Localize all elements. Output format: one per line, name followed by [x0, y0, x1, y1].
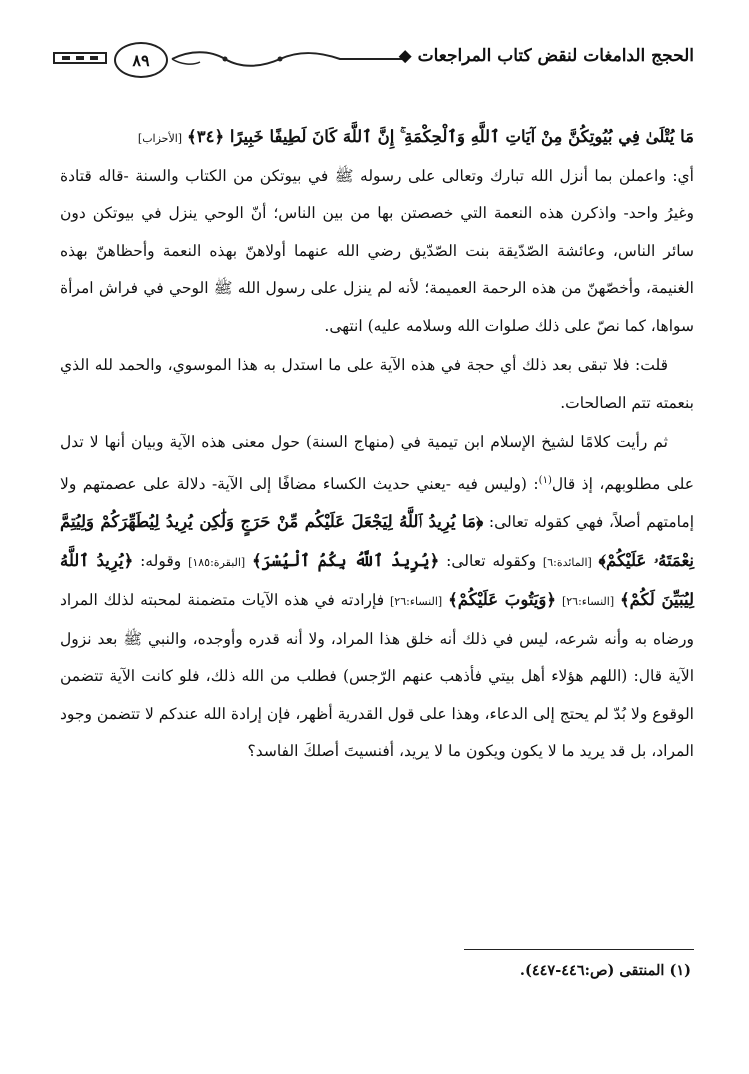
page-header — [52, 38, 694, 82]
quran-verse-nisa-2: ﴿وَيَتُوبَ عَلَيْكُمْ﴾ — [448, 590, 557, 610]
quran-verse-baqarah: ﴿يُرِيدُ ٱللَّهُ بِكُمُ ٱلْيُسْرَ﴾ — [252, 550, 440, 570]
verse-reference-nisa-2: [النساء:٢٦] — [390, 595, 443, 609]
header-title — [399, 46, 694, 66]
footnote: (١) المنتقى (ص:٤٤٦-٤٤٧). — [519, 962, 691, 979]
header-ornament-swirl — [170, 48, 410, 70]
verse-reference-maidah: [المائدة:٦] — [542, 555, 592, 569]
quote-connector-2: وقوله: — [133, 551, 189, 570]
verse-reference-baqarah: [البقرة:١٨٥] — [188, 555, 246, 569]
quote-text: : (وليس فيه -يعني حديث الكساء مضافًا إلى الآية- دلالة على عصمتهم ولا إمامتهم أصلاً، فهي كقوله تعالى: — [60, 474, 694, 532]
quote-connector: وكقوله تعالى: — [439, 551, 543, 570]
quote-intro: ثم رأيت كلامًا لشيخ الإسلام ابن تيمية في (منهاج السنة) حول معنى هذه الآية وبيان أنها لا تدل على مطلوبهم، إذ قال — [60, 433, 694, 493]
book-title: الحجج الدامغات لنقض كتاب المراجعات — [417, 46, 694, 66]
quran-verse-maidah: ﴿مَا يُرِيدُ ٱللَّهُ لِيَجْعَلَ عَلَيْكُم مِّنْ حَرَجٍ وَلَٰكِن يُرِيدُ لِيُطَهِّرَكُمْ وَلِيُتِمَّ نِعْمَتَهُۥ عَلَيْكُمْ﴾ — [60, 512, 695, 570]
header-ornament-left — [52, 50, 108, 66]
header-mark-icon: ◆ — [398, 46, 412, 66]
verse-reference-nisa-1: [النساء:٢٦] — [561, 595, 615, 609]
quran-verse-line — [60, 118, 694, 158]
verse-reference: [الأحزاب] — [137, 132, 183, 145]
footnote-marker: (١) — [538, 474, 552, 486]
page-number: ٨٩ — [114, 42, 168, 78]
quran-verse-nisa-1: ﴿يُرِيدُ ٱللَّهُ لِيُبَيِّنَ لَكُمْ﴾ — [60, 550, 694, 610]
quran-verse: مَا يُتْلَىٰ فِي بُيُوتِكُنَّ مِنْ آيَاتِ ٱللَّهِ وَٱلْحِكْمَةِ ۚ إِنَّ ٱللَّهَ كَانَ لَطِيفًا خَبِيرًا ﴿٣٤﴾ — [187, 127, 694, 146]
quote-continuation: فإرادته في هذه الآيات متضمنة لمحبته لذلك المراد ورضاه به وأنه شرعه، ليس في ذلك أنه خلق هذا المراد، ولا أنه قدره وأوجده، والنبي ﷺ بعد نزول الآية قال: (اللهم هؤلاء أهل بيتي فأذهب عنهم الرّجس) فطلب من الله ذلك، فلو كانت الآية تتضمن الوقوع ولا بُدّ لم يحتج إلى الدعاء، وهذا على قول القدرية أظهر، فإن إرادة الله عندكم لا تتضمن وجود المراد، بل قد يريد ما لا يكون ويكون ما لا يريد، أفنسيتَ أصلكَ الفاسد؟ — [60, 591, 694, 761]
paragraph-quote — [60, 424, 694, 771]
main-text — [60, 118, 694, 771]
footnote-divider — [464, 949, 694, 950]
paragraph-conclusion: قلت: فلا تبقى بعد ذلك أي حجة في هذه الآية على ما استدل به هذا الموسوي، والحمد لله الذي بنعمته تتم الصالحات. — [60, 356, 694, 412]
paragraph-explanation: أي: واعملن بما أنزل الله تبارك وتعالى على رسوله ﷺ في بيوتكن من الكتاب والسنة -قاله قتادة وغيرُ واحد- واذكرن هذه النعمة التي خصصتن بها من بين الناس؛ أنّ الوحي ينزل في بيوتكن دون سائر الناس، وعائشة الصّدّيقة بنت الصّدّيق رضي الله عنهما أولاهنّ بهذه النعمة وأحظاهنّ بهذه الغنيمة، وأخصّهنّ من هذه الرحمة العميمة؛ لأنه لم ينزل على رسول الله ﷺ الوحي في فراش امرأة سواها، كما نصّ على ذلك صلوات الله وسلامه عليه) انتهى. — [60, 166, 694, 335]
